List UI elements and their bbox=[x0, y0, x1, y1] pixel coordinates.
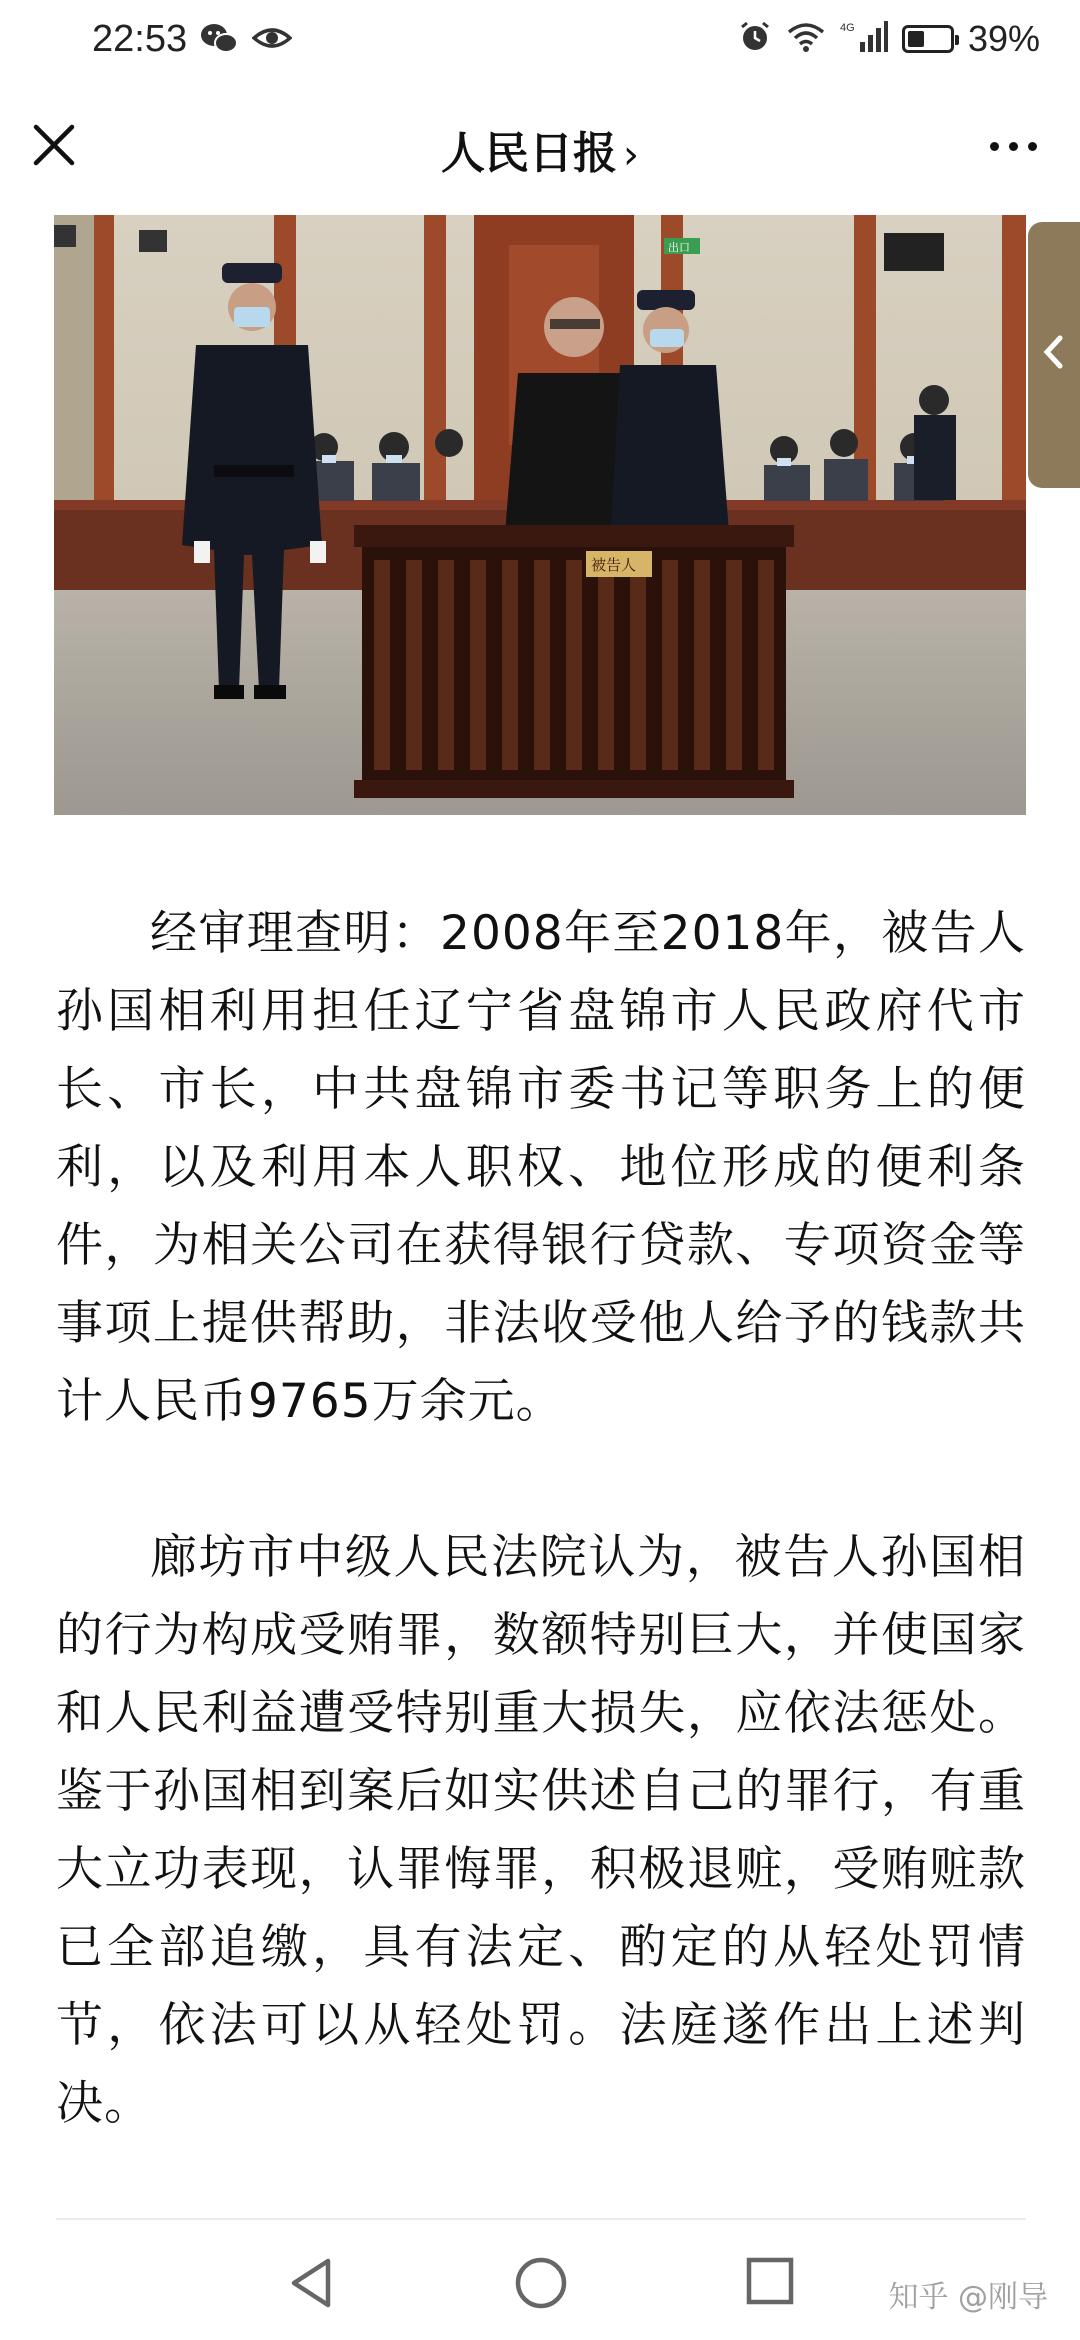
svg-text:4G: 4G bbox=[839, 22, 855, 34]
status-right-icons bbox=[738, 18, 1040, 60]
article-body bbox=[56, 895, 1026, 2221]
battery-percent: 39% bbox=[967, 18, 1040, 59]
wechat-icon bbox=[200, 22, 238, 60]
article-paragraph: 经审理查明：2008年至2018年，被告人孙国相利用担任辽宁省盘锦市人民政府代市长、市长，中共盘锦市委书记等职务上的便利，以及利用本人职权、地位形成的便利条件，为相关公司在获得银行贷款、专项资金等事项上提供帮助，非法收受他人给予的钱款共计人民币9765万余元。 bbox=[56, 906, 1026, 1429]
alarm-icon bbox=[738, 20, 772, 58]
home-circle-icon bbox=[513, 2255, 569, 2311]
more-dot bbox=[990, 142, 999, 151]
title-bar bbox=[0, 95, 1080, 210]
divider bbox=[56, 2218, 1026, 2220]
battery-icon bbox=[902, 25, 954, 53]
battery-level-fill bbox=[908, 31, 924, 47]
recent-square-icon bbox=[744, 2255, 796, 2307]
back-triangle-icon bbox=[286, 2255, 336, 2311]
chevron-right-icon: › bbox=[623, 132, 639, 178]
signal-4g-icon bbox=[840, 20, 888, 58]
system-nav-bar bbox=[0, 2230, 1080, 2340]
account-title: 人民日报 bbox=[441, 128, 617, 179]
more-dot bbox=[1009, 142, 1018, 151]
svg-text:被告人: 被告人 bbox=[591, 556, 637, 574]
nav-recent-button[interactable] bbox=[744, 2255, 796, 2311]
account-title-link[interactable] bbox=[0, 117, 1080, 181]
status-bar bbox=[0, 0, 1080, 90]
courtroom-photo bbox=[54, 215, 1026, 815]
wifi-icon bbox=[786, 21, 826, 57]
chevron-left-icon bbox=[1040, 332, 1066, 372]
courtroom-photo-image bbox=[54, 215, 1026, 815]
article-paragraph: 廊坊市中级人民法院认为，被告人孙国相的行为构成受贿罪，数额特别巨大，并使国家和人民利益遭受特别重大损失，应依法惩处。鉴于孙国相到案后如实供述自己的罪行，有重大立功表现，认罪悔罪，积极退赃，受贿赃款已全部追缴，具有法定、酌定的从轻处罚情节，依法可以从轻处罚。法庭遂作出上述判决。 bbox=[56, 1530, 1026, 2131]
more-button[interactable] bbox=[990, 131, 1050, 161]
status-left-icons bbox=[200, 22, 292, 60]
more-dot bbox=[1028, 142, 1037, 151]
zhihu-watermark: 知乎 @刚导 bbox=[888, 2280, 1048, 2315]
nav-back-button[interactable] bbox=[286, 2255, 336, 2315]
nav-home-button[interactable] bbox=[513, 2255, 569, 2315]
eye-icon bbox=[252, 22, 292, 60]
svg-text:出口: 出口 bbox=[668, 241, 690, 254]
status-time: 22:53 bbox=[92, 18, 188, 60]
side-collapse-tab[interactable] bbox=[1028, 222, 1080, 488]
